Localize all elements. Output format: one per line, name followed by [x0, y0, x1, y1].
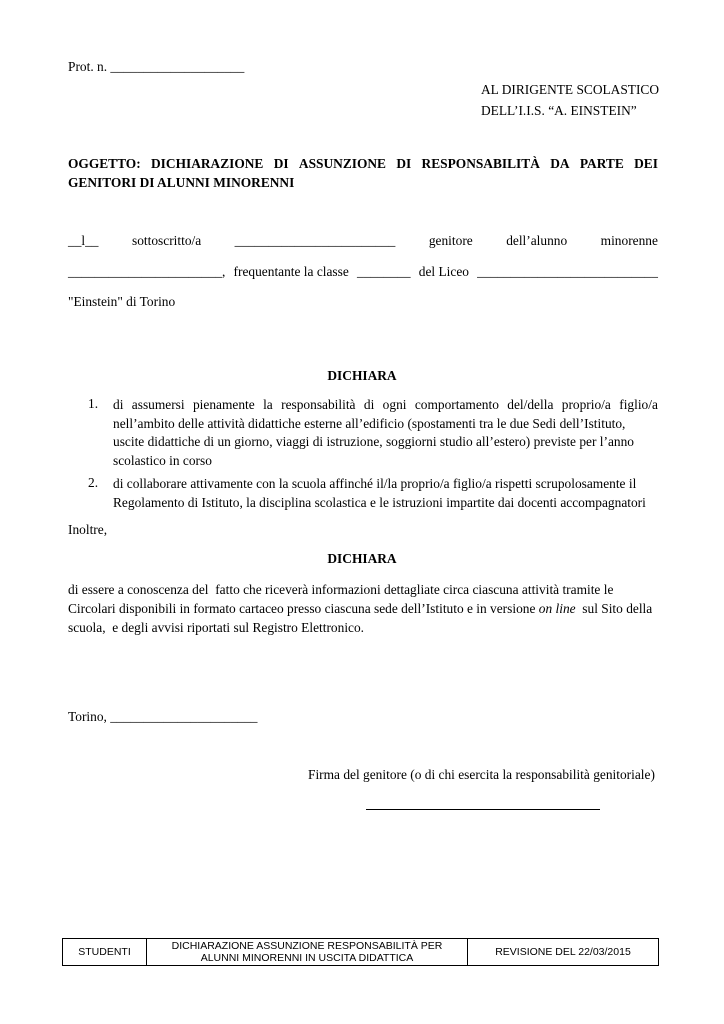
- gender-blank[interactable]: __l__: [68, 233, 99, 248]
- subject-word: PARTE: [579, 156, 624, 171]
- declarant-text: sottoscritto/a: [132, 233, 202, 248]
- paragraph-line: scuola, e degli avvisi riportati sul Registro Elettronico.: [68, 620, 365, 635]
- dichiara-heading: DICHIARA: [327, 368, 397, 383]
- list-item-line: Regolamento di Istituto, la disciplina scolastica e le istruzioni impartite dai docenti accompagnatori: [113, 494, 646, 510]
- list-item-text: [113, 475, 658, 512]
- word: figlio/a: [619, 397, 658, 412]
- subject-word: DI: [396, 156, 412, 171]
- word: comportamento: [414, 397, 499, 412]
- declarant-text: frequentante la classe: [233, 264, 349, 279]
- list-item-line: uscite didattiche di un giorno, viaggi di istruzione, soggiorni studio all’estero) previste per l’anno: [113, 434, 634, 449]
- final-paragraph: [68, 580, 658, 637]
- subject-word: RESPONSABILITÀ: [421, 156, 540, 171]
- paragraph-text: sul Sito della: [575, 601, 653, 616]
- school-name: "Einstein" di Torino: [68, 294, 176, 309]
- list-item-text: [113, 396, 658, 470]
- footer-revision: REVISIONE DEL 22/03/2015: [468, 939, 659, 966]
- list-item-number: 1.: [88, 396, 99, 411]
- signature-label: Firma del genitore (o di chi esercita la responsabilità genitoriale): [308, 767, 655, 782]
- inoltre-text: Inoltre,: [68, 522, 108, 537]
- word: pienamente: [192, 397, 255, 412]
- protocol-number: Prot. n. ____________________: [68, 59, 245, 74]
- subject-word: DICHIARAZIONE: [151, 156, 264, 171]
- subject-word: ASSUNZIONE: [298, 156, 386, 171]
- footer-section: STUDENTI: [63, 939, 147, 966]
- word: di: [113, 397, 124, 412]
- signature-line[interactable]: [366, 809, 600, 810]
- subject-word: DA: [550, 156, 570, 171]
- class-blank[interactable]: ________: [357, 264, 411, 279]
- parent-name-blank[interactable]: ________________________: [234, 233, 396, 248]
- word: di: [363, 397, 375, 412]
- footer-title-line: DICHIARAZIONE ASSUNZIONE RESPONSABILITÀ PER: [171, 940, 443, 952]
- paragraph-line: [68, 599, 658, 618]
- paragraph-line: di essere a conoscenza del fatto che riceverà informazioni dettagliate circa ciascuna attività tramite le: [68, 582, 614, 597]
- footer-table: [62, 938, 659, 966]
- word: ogni: [382, 397, 407, 412]
- declarant-line-2: [68, 264, 658, 280]
- liceo-blank[interactable]: ___________________________: [477, 264, 658, 279]
- list-item-line: [113, 396, 658, 415]
- list-item-line: scolastico in corso: [113, 452, 212, 468]
- declarant-line-1: [68, 233, 658, 249]
- word: proprio/a: [561, 397, 611, 412]
- word: responsabilità: [281, 397, 356, 412]
- paragraph-text: Circolari disponibili in formato cartaceo presso ciascuna sede dell’Istituto e in versione: [68, 601, 539, 616]
- subject-word: DI: [273, 156, 289, 171]
- footer-title-line: ALUNNI MINORENNI IN USCITA DIDATTICA: [200, 952, 414, 964]
- declarant-text: dell’alunno: [506, 233, 568, 248]
- subject-line-1: [68, 156, 658, 172]
- word: assumersi: [131, 397, 185, 412]
- subject-word: OGGETTO:: [68, 156, 141, 171]
- place-date-field[interactable]: Torino, ______________________: [68, 709, 258, 724]
- declarant-text: genitore: [428, 233, 473, 248]
- dichiara-heading: DICHIARA: [327, 551, 397, 566]
- recipient-line-2: DELL’I.I.S. “A. EINSTEIN”: [481, 103, 637, 118]
- student-name-blank[interactable]: _______________________,: [68, 264, 226, 279]
- list-item-number: 2.: [88, 475, 99, 490]
- word: del/della: [507, 397, 554, 412]
- subject-word: DEI: [634, 156, 658, 171]
- recipient-line-1: AL DIRIGENTE SCOLASTICO: [481, 82, 660, 97]
- word: la: [263, 397, 273, 412]
- subject-line-2: GENITORI DI ALUNNI MINORENNI: [68, 175, 295, 190]
- footer-title: [147, 939, 468, 966]
- list-item-line: di collaborare attivamente con la scuola affinché il/la proprio/a figlio/a rispetti scrupolosamente il: [113, 476, 637, 491]
- declarant-text: minorenne: [600, 233, 658, 248]
- list-item-line: nell’ambito delle attività didattiche esterne all’edificio (spostamenti tra le due Sedi dell’Istituto,: [113, 415, 626, 431]
- declarant-text: del Liceo: [418, 264, 469, 279]
- paragraph-italic: on line: [538, 601, 576, 616]
